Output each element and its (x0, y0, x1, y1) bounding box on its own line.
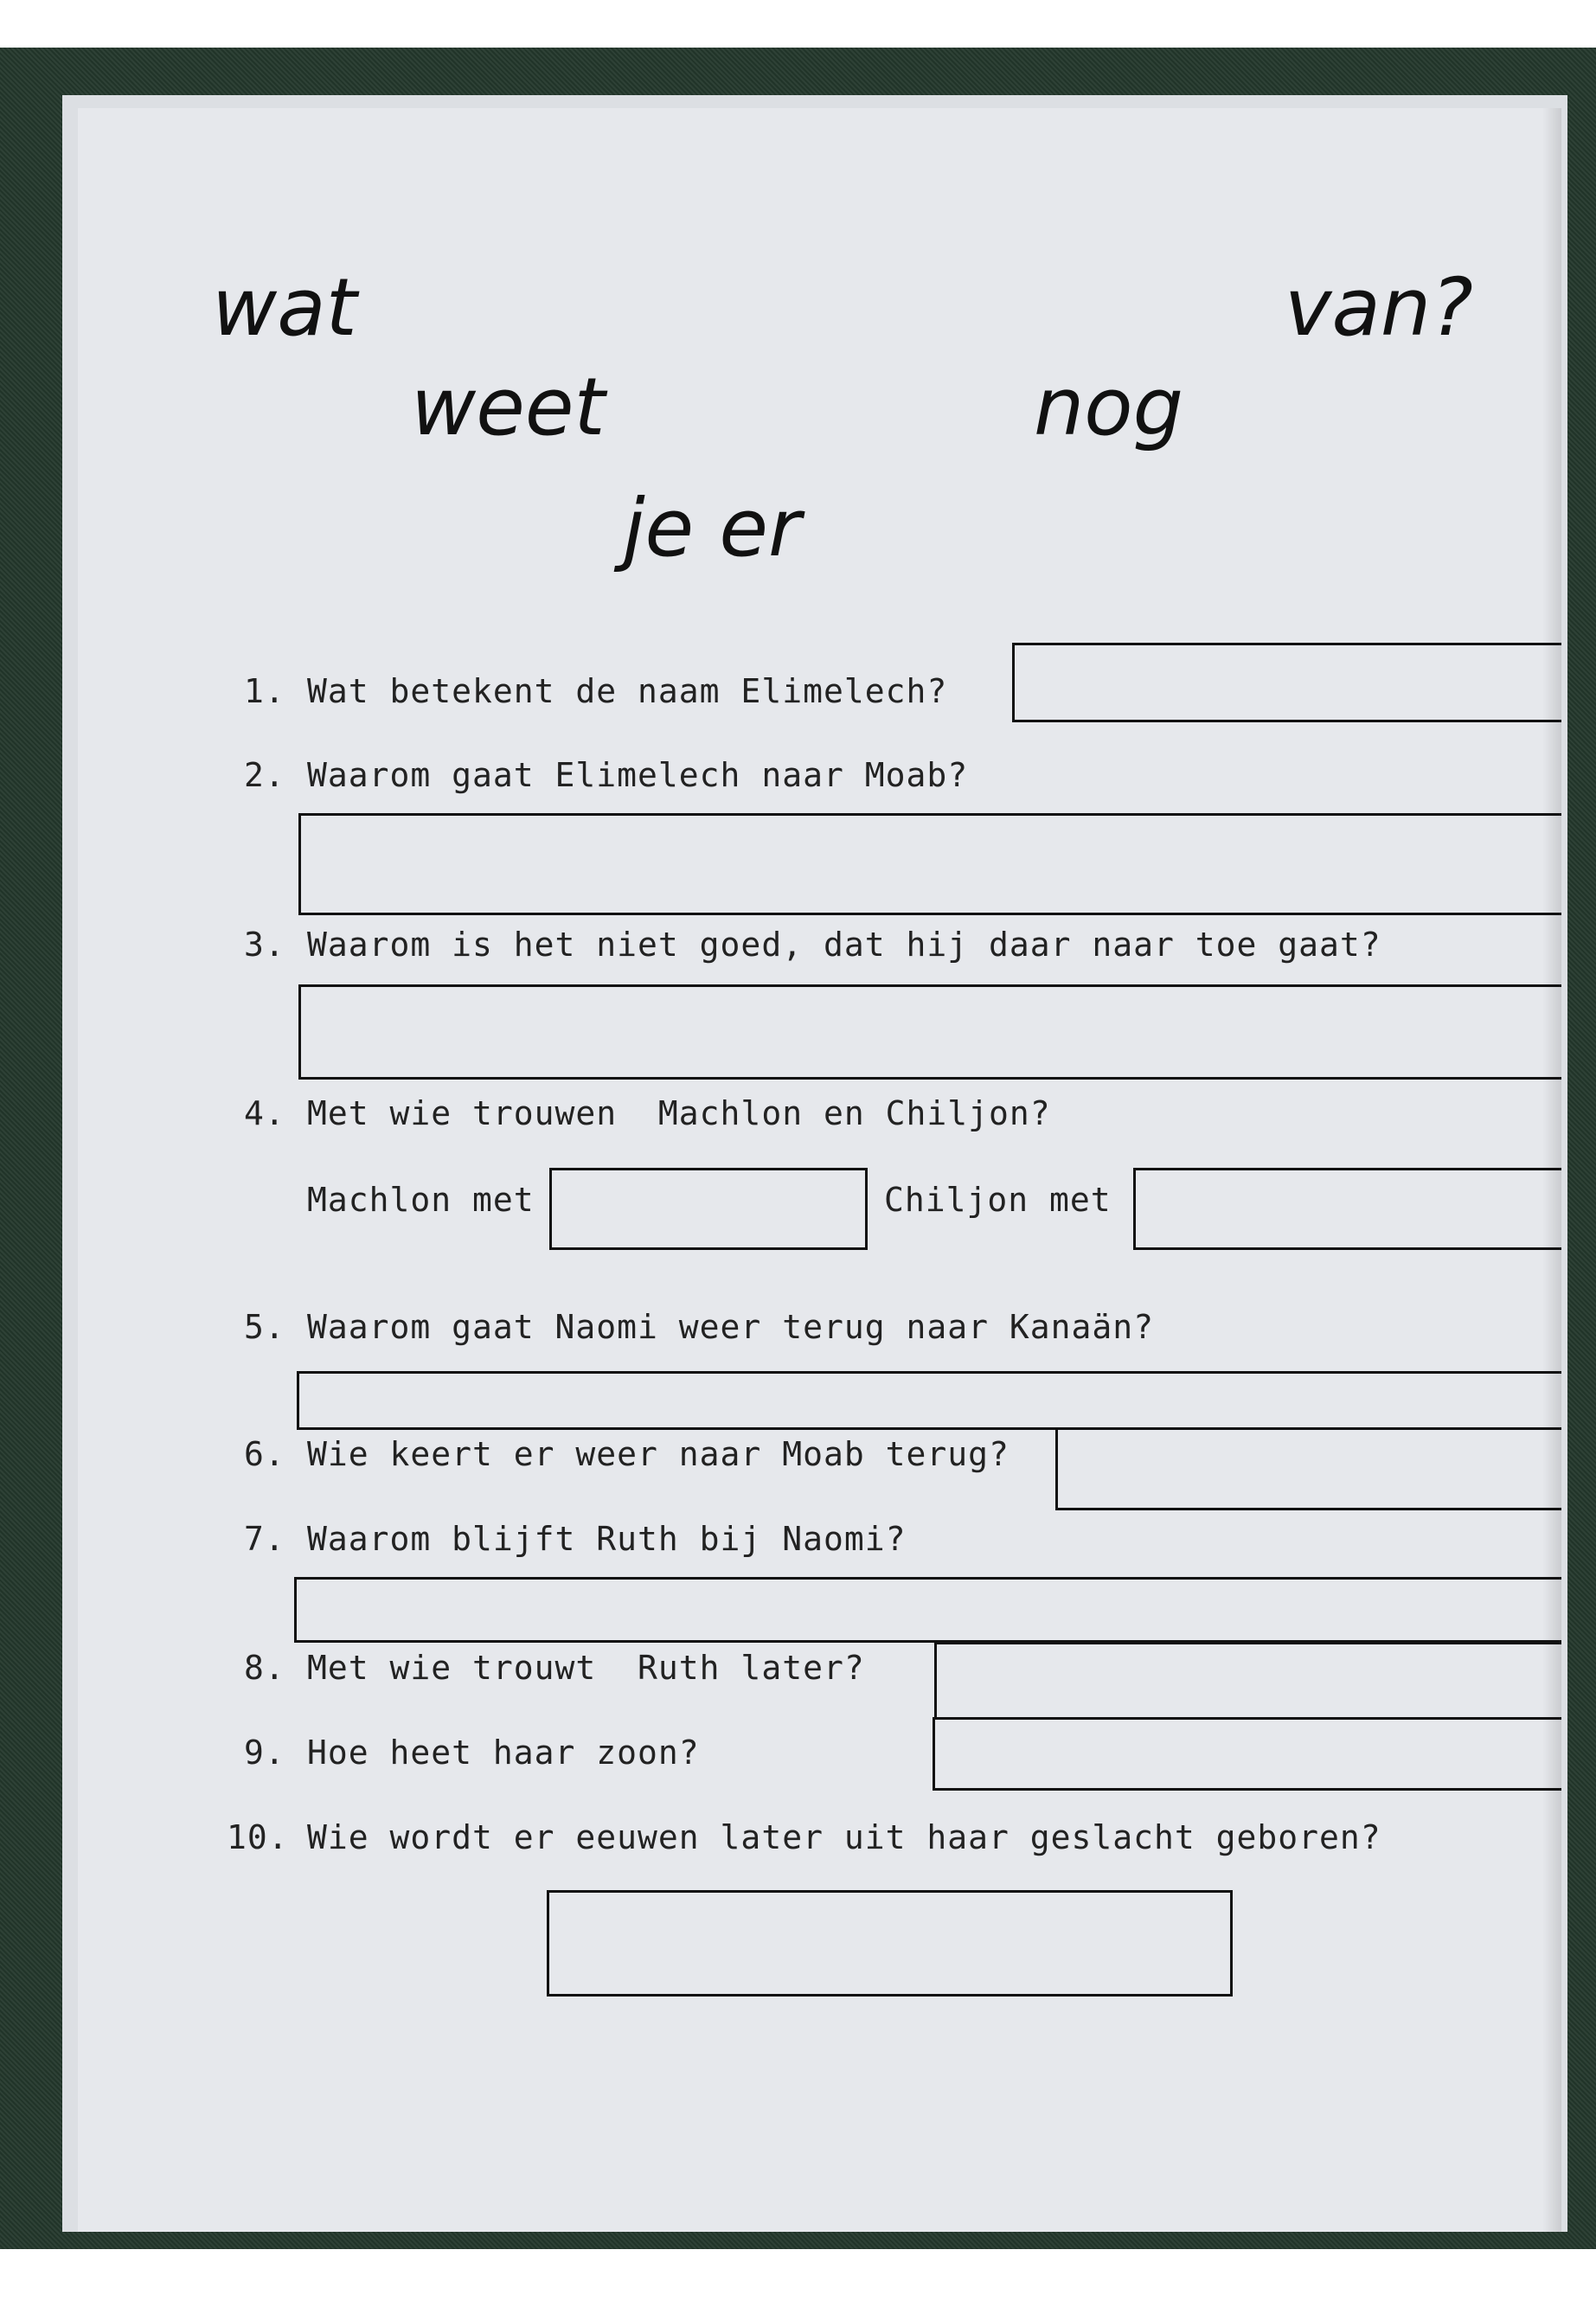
question-9-text: Hoe heet haar zoon? (307, 1734, 700, 1772)
answer-box-9[interactable] (933, 1717, 1561, 1791)
answer-box-7[interactable] (294, 1577, 1561, 1643)
question-2-text: Waarom gaat Elimelech naar Moab? (307, 756, 969, 794)
answer-box-2[interactable] (298, 813, 1561, 915)
title-word-wat: wat (212, 261, 357, 354)
question-9-number: 9. (244, 1734, 285, 1772)
worksheet-page (78, 108, 1561, 2232)
question-1-text: Wat betekent de naam Elimelech? (307, 672, 948, 710)
answer-box-3[interactable] (298, 984, 1561, 1080)
question-7-text: Waarom blijft Ruth bij Naomi? (307, 1520, 907, 1558)
answer-box-6[interactable] (1055, 1427, 1561, 1510)
question-4-text: Met wie trouwen Machlon en Chiljon? (307, 1094, 1051, 1132)
question-7-number: 7. (244, 1520, 285, 1558)
question-2-number: 2. (244, 756, 285, 794)
title-word-van: van? (1285, 261, 1473, 354)
question-8-number: 8. (244, 1649, 285, 1687)
question-5-text: Waarom gaat Naomi weer terug naar Kanaän? (307, 1308, 1154, 1346)
answer-box-4-machlon[interactable] (549, 1168, 868, 1250)
title-word-nog: nog (1034, 361, 1183, 453)
answer-box-5[interactable] (297, 1371, 1561, 1430)
title-word-weet: weet (411, 361, 606, 453)
chiljon-label: Chiljon met (884, 1181, 1112, 1219)
question-10-number: 10. (227, 1818, 289, 1856)
answer-box-1[interactable] (1012, 643, 1561, 722)
answer-box-4-chiljon[interactable] (1133, 1168, 1561, 1250)
question-5-number: 5. (244, 1308, 285, 1346)
machlon-label: Machlon met (307, 1181, 535, 1219)
question-10-text: Wie wordt er eeuwen later uit haar geslacht geboren? (307, 1818, 1381, 1856)
question-6-text: Wie keert er weer naar Moab terug? (307, 1435, 1010, 1473)
answer-box-8[interactable] (934, 1642, 1561, 1720)
question-3-number: 3. (244, 926, 285, 964)
answer-box-10[interactable] (547, 1890, 1233, 1997)
title-word-je-er: je er (623, 482, 801, 574)
question-3-text: Waarom is het niet goed, dat hij daar naar toe gaat? (307, 926, 1381, 964)
question-4-number: 4. (244, 1094, 285, 1132)
question-1-number: 1. (244, 672, 285, 710)
question-8-text: Met wie trouwt Ruth later? (307, 1649, 865, 1687)
question-6-number: 6. (244, 1435, 285, 1473)
